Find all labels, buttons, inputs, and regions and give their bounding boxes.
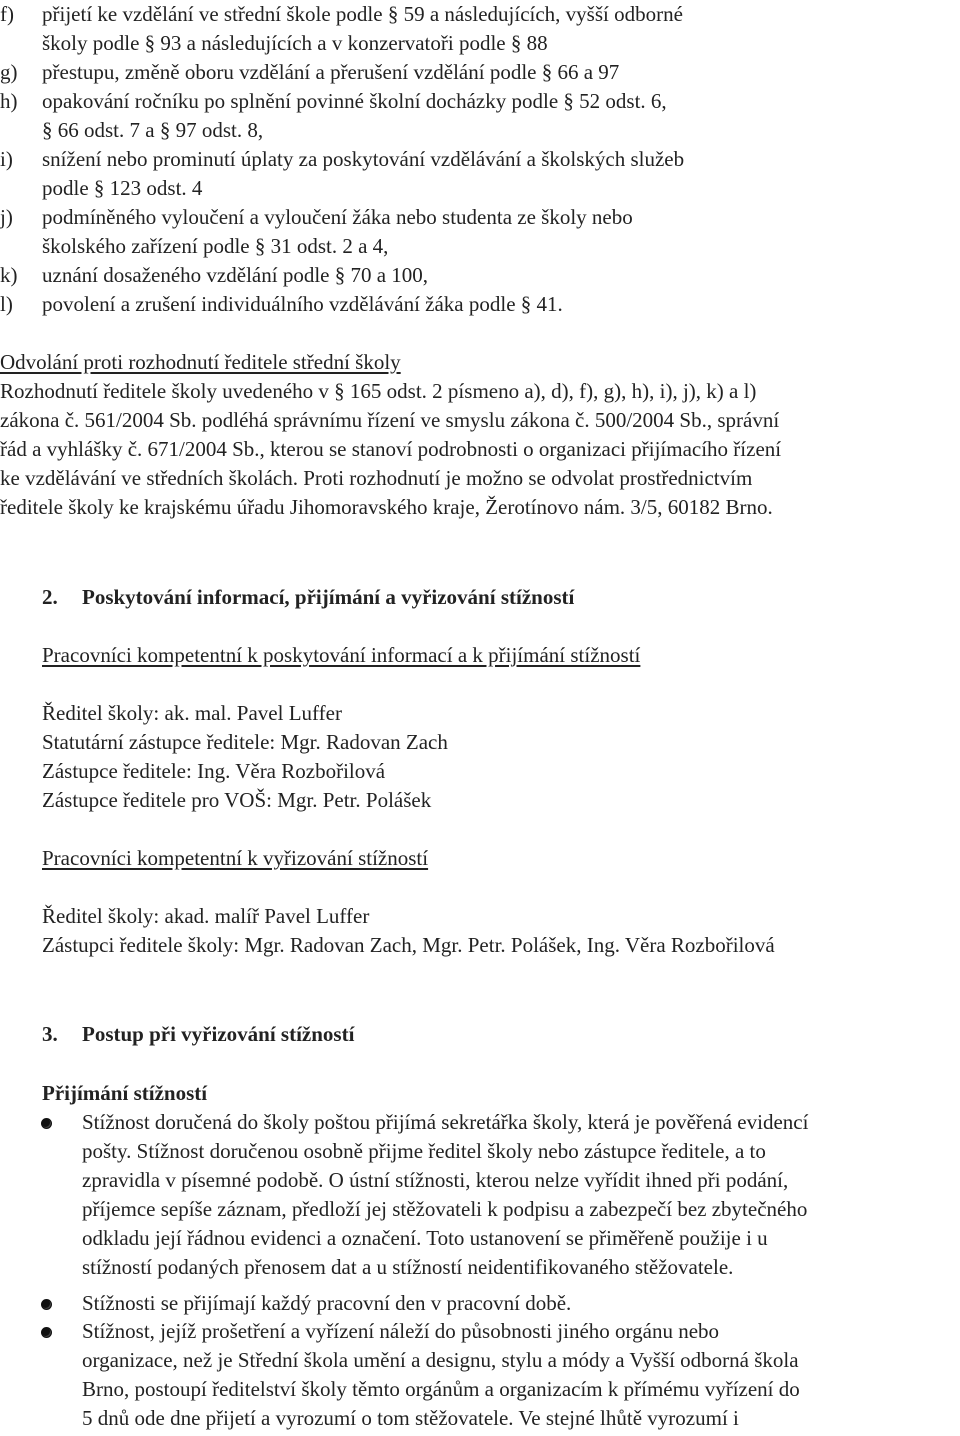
section-title: Poskytování informací, přijímání a vyřizování stížností [82, 585, 575, 609]
appeal-line: řád a vyhlášky č. 671/2004 Sb., kterou se stanoví podrobnosti o organizaci přijímacího řízení [0, 437, 782, 461]
section-number: 2. [42, 585, 58, 609]
list-item-text: povolení a zrušení individuálního vzdělávání žáka podle § 41. [42, 292, 563, 316]
complaints-staff-heading: Pracovníci kompetentní k vyřizování stížností [42, 846, 429, 870]
section-number: 3. [42, 1022, 58, 1046]
list-item-text: přestupu, změně oboru vzdělání a přerušení vzdělání podle § 66 a 97 [42, 60, 620, 84]
list-item-text: opakování ročníku po splnění povinné školní docházky podle § 52 odst. 6, [42, 89, 667, 113]
list-item-text: snížení nebo prominutí úplaty za poskytování vzdělávání a školských služeb [42, 147, 685, 171]
bullet-text: odkladu její řádnou evidenci a označení. Toto ustanovení se přiměřeně použije i u [82, 1226, 768, 1250]
list-marker: h) [0, 89, 18, 113]
list-item-text: školy podle § 93 a následujících a v konzervatoři podle § 88 [42, 31, 548, 55]
staff-line: Zástupce ředitele pro VOŠ: Mgr. Petr. Polášek [42, 788, 432, 812]
list-marker: f) [0, 2, 14, 26]
bullet-text: pošty. Stížnost doručenou osobně přijme ředitel školy nebo zástupce ředitele, a to [82, 1139, 766, 1163]
list-marker: j) [0, 205, 13, 229]
list-item-text: školského zařízení podle § 31 odst. 2 a 4, [42, 234, 389, 258]
subheading: Přijímání stížností [42, 1081, 208, 1105]
staff-line: Statutární zástupce ředitele: Mgr. Radovan Zach [42, 730, 448, 754]
appeal-line: ředitele školy ke krajskému úřadu Jihomoravského kraje, Žerotínovo nám. 3/5, 60182 Brno. [0, 495, 773, 519]
bullet-text: zpravidla v písemné podobě. O ústní stížnosti, kterou nelze vyřídit ihned při podání, [82, 1168, 789, 1192]
list-marker: g) [0, 60, 18, 84]
list-item-text: přijetí ke vzdělání ve střední škole podle § 59 a následujících, vyšší odborné [42, 2, 683, 26]
staff-line: Zástupci ředitele školy: Mgr. Radovan Zach, Mgr. Petr. Polášek, Ing. Věra Rozbořilová [42, 933, 775, 957]
bullet-text: Stížnost doručená do školy poštou přijímá sekretářka školy, která je pověřená evidencí [82, 1110, 809, 1134]
bullet-text: Brno, postoupí ředitelství školy těmto orgánům a organizacím k přímému vyřízení do [82, 1377, 800, 1401]
bullet-icon [41, 1299, 52, 1310]
list-marker: l) [0, 292, 13, 316]
info-staff-heading: Pracovníci kompetentní k poskytování informací a k přijímání stížností [42, 643, 641, 667]
bullet-text: Stížnosti se přijímají každý pracovní den v pracovní době. [82, 1291, 572, 1315]
list-marker: k) [0, 263, 18, 287]
bullet-text: Stížnost, jejíž prošetření a vyřízení náleží do působnosti jiného orgánu nebo [82, 1319, 720, 1343]
list-marker: i) [0, 147, 13, 171]
bullet-icon [41, 1327, 52, 1338]
appeal-line: Rozhodnutí ředitele školy uvedeného v § 165 odst. 2 písmeno a), d), f), g), h), i), j), k) a l) [0, 379, 757, 403]
section-title: Postup při vyřizování stížností [82, 1022, 355, 1046]
bullet-text: stížností podaných přenosem dat a u stížností neidentifikovaného stěžovatele. [82, 1255, 734, 1279]
appeal-title: Odvolání proti rozhodnutí ředitele střední školy [0, 350, 401, 374]
appeal-line: ke vzdělávání ve středních školách. Proti rozhodnutí je možno se odvolat prostřednictvím [0, 466, 753, 490]
staff-line: Ředitel školy: akad. malíř Pavel Luffer [42, 904, 370, 928]
list-item-text: § 66 odst. 7 a § 97 odst. 8, [42, 118, 264, 142]
bullet-text: organizace, než je Střední škola umění a designu, stylu a módy a Vyšší odborná škola [82, 1348, 799, 1372]
bullet-text: příjemce sepíše záznam, předloží jej stěžovateli k podpisu a zabezpečí bez zbytečného [82, 1197, 808, 1221]
bullet-text: 5 dnů ode dne přijetí a vyrozumí o tom stěžovatele. Ve stejné lhůtě vyrozumí i [82, 1406, 739, 1430]
appeal-line: zákona č. 561/2004 Sb. podléhá správnímu řízení ve smyslu zákona č. 500/2004 Sb., správní [0, 408, 780, 432]
list-item-text: podle § 123 odst. 4 [42, 176, 203, 200]
list-item-text: podmíněného vyloučení a vyloučení žáka nebo studenta ze školy nebo [42, 205, 633, 229]
staff-line: Zástupce ředitele: Ing. Věra Rozbořilová [42, 759, 386, 783]
staff-line: Ředitel školy: ak. mal. Pavel Luffer [42, 701, 342, 725]
bullet-icon [41, 1118, 52, 1129]
list-item-text: uznání dosaženého vzdělání podle § 70 a 100, [42, 263, 429, 287]
